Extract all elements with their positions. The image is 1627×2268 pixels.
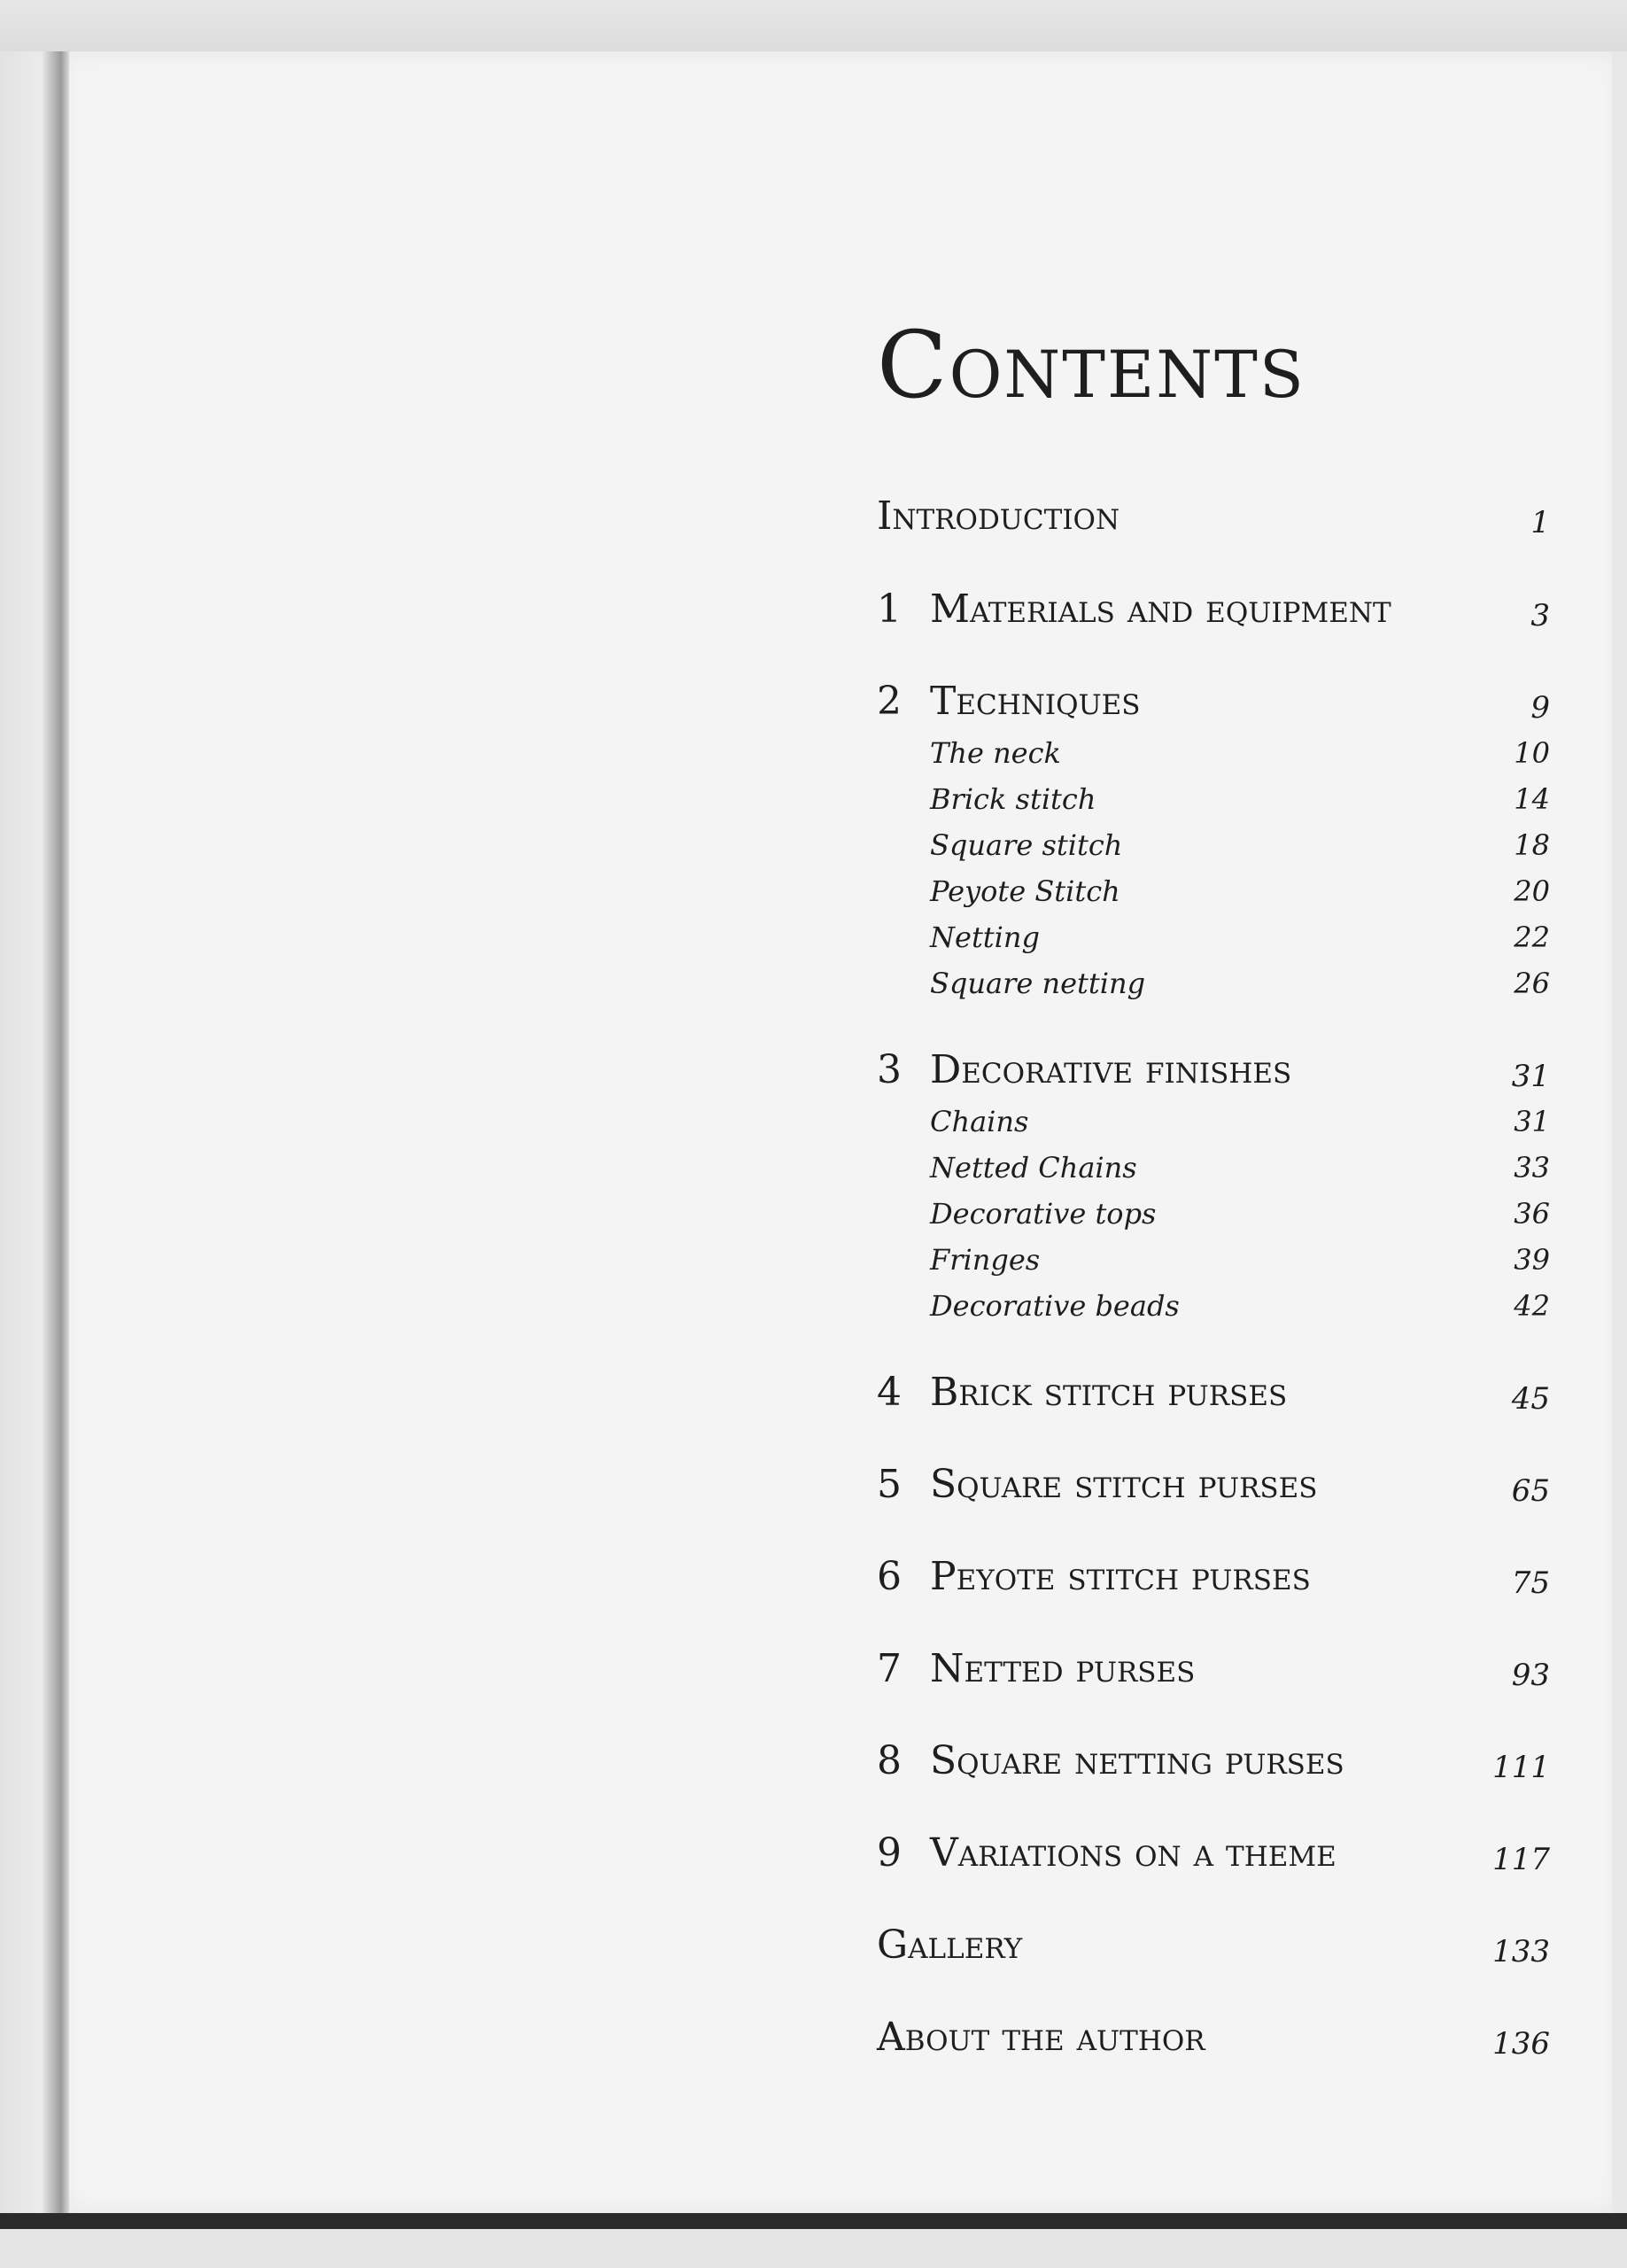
toc-subentry-title: Chains — [930, 1105, 1029, 1138]
page-bottom-edge — [0, 2213, 1627, 2229]
toc-subentry — [877, 769, 1550, 816]
page-gutter — [0, 51, 69, 2213]
toc-entry-chapter-1 — [877, 585, 1550, 633]
toc-subentry — [877, 861, 1550, 908]
toc-entry-page: 65 — [1511, 1473, 1550, 1509]
toc-subentry — [877, 1138, 1550, 1182]
toc-entry-page: 1 — [1530, 505, 1550, 540]
toc-subentry-title: Brick stitch — [930, 782, 1096, 816]
toc-entry-page: 93 — [1511, 1658, 1550, 1693]
toc-subentry-title: Fringes — [930, 1243, 1041, 1277]
toc-chapter-number: 9 — [877, 1830, 902, 1876]
toc-entry-chapter-4 — [877, 1368, 1550, 1417]
toc-entry-title: Techniques — [930, 679, 1141, 724]
toc-subentry-title: Netted Chains — [930, 1151, 1137, 1184]
toc-entry-page: 133 — [1492, 1934, 1550, 1969]
toc-subentry — [877, 907, 1550, 954]
toc-entry-title: Variations on a theme — [930, 1830, 1336, 1876]
toc-chapter-number: 8 — [877, 1738, 902, 1783]
toc-entry-title: Decorative finishes — [930, 1047, 1292, 1092]
page-right-edge — [1612, 51, 1627, 2213]
toc-chapter-number: 4 — [877, 1370, 902, 1415]
toc-entry-page: 9 — [1530, 690, 1550, 726]
toc-chapter-number: 7 — [877, 1646, 902, 1691]
toc-chapter-number: 3 — [877, 1047, 902, 1092]
toc-subentry-page: 18 — [1514, 828, 1550, 862]
toc-entry-title: About the author — [877, 2015, 1205, 2060]
toc-entry-chapter-9 — [877, 1829, 1550, 1877]
toc-subentry — [877, 815, 1550, 862]
toc-entry-title: Brick stitch purses — [930, 1370, 1288, 1415]
toc-subentry-page: 10 — [1514, 736, 1550, 770]
toc-entry-title: Netted purses — [930, 1646, 1196, 1691]
toc-subentry-page: 36 — [1514, 1197, 1550, 1231]
toc-entry-title: Square stitch purses — [930, 1462, 1318, 1507]
toc-subentry — [877, 953, 1550, 998]
toc-entry-chapter-8 — [877, 1736, 1550, 1785]
scan-background-bottom — [0, 2229, 1627, 2268]
toc-subentry — [877, 1276, 1550, 1323]
toc-subentry-title: Square netting — [930, 967, 1146, 1000]
toc-entry-chapter-7 — [877, 1644, 1550, 1693]
toc-subentry — [877, 1230, 1550, 1277]
toc-chapter-number: 1 — [877, 586, 902, 632]
toc-entry-page: 111 — [1492, 1750, 1550, 1785]
toc-entry-title: Peyote stitch purses — [930, 1554, 1311, 1599]
toc-entry-page: 75 — [1511, 1565, 1550, 1601]
toc-subentry-page: 39 — [1514, 1243, 1550, 1277]
toc-subentry — [877, 1091, 1550, 1136]
toc-entry-page: 136 — [1492, 2026, 1550, 2062]
toc-entry-title: Materials and equipment — [930, 586, 1391, 632]
toc-subentry-title: Square stitch — [930, 828, 1123, 862]
toc-entry-chapter-2 — [877, 677, 1550, 726]
toc-entry-title: Gallery — [877, 1922, 1023, 1968]
toc-entry-about-author — [877, 2013, 1550, 2062]
toc-subentry — [877, 723, 1550, 770]
toc-chapter-number: 5 — [877, 1462, 902, 1507]
toc-subentry-page: 22 — [1514, 920, 1550, 954]
toc-entry-chapter-6 — [877, 1552, 1550, 1601]
toc-entry-introduction — [877, 492, 1550, 540]
toc-subentry-page: 20 — [1514, 874, 1550, 908]
toc-chapter-number: 6 — [877, 1554, 902, 1599]
toc-entry-title: Introduction — [877, 493, 1120, 539]
toc-subentry-page: 14 — [1514, 782, 1550, 816]
toc-entry-page: 117 — [1492, 1842, 1550, 1877]
toc-subentry-title: Peyote Stitch — [930, 874, 1120, 908]
scan-background-top — [0, 0, 1627, 53]
toc-entry-page: 31 — [1511, 1059, 1550, 1094]
toc-entry-title: Square netting purses — [930, 1738, 1344, 1783]
toc-subentry-page: 26 — [1514, 967, 1550, 1000]
toc-subentry-title: Netting — [930, 920, 1040, 954]
toc-chapter-number: 2 — [877, 679, 902, 724]
toc-entry-page: 3 — [1530, 598, 1550, 633]
toc-subentry-title: Decorative tops — [930, 1197, 1157, 1231]
toc-subentry-page: 33 — [1514, 1151, 1550, 1184]
toc-subentry-title: Decorative beads — [930, 1289, 1180, 1323]
toc-entry-gallery — [877, 1921, 1550, 1969]
toc-entry-chapter-5 — [877, 1460, 1550, 1509]
page-title: Contents — [877, 311, 1305, 419]
toc-entry-chapter-3 — [877, 1045, 1550, 1094]
toc-subentry-page: 31 — [1514, 1105, 1550, 1138]
toc-subentry — [877, 1184, 1550, 1231]
toc-entry-page: 45 — [1511, 1381, 1550, 1417]
toc-subentry-title: The neck — [930, 736, 1061, 770]
toc-subentry-page: 42 — [1514, 1289, 1550, 1323]
